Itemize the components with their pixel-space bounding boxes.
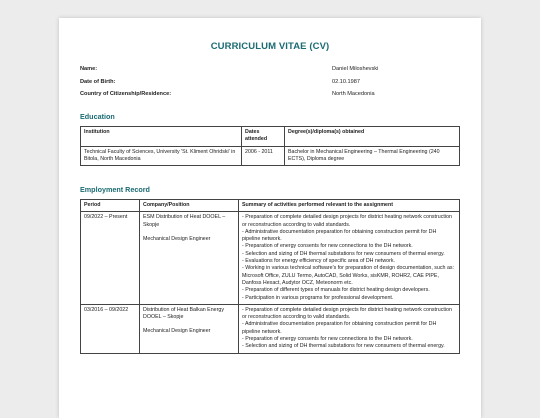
- info-row-country: [80, 91, 480, 99]
- company-name: ESM Distribution of Heat DOOEL – Skopje: [143, 214, 226, 228]
- column-header: Dates attended: [242, 127, 285, 147]
- activities-cell: [239, 304, 460, 353]
- info-value: Daniel Miloshevski: [332, 66, 379, 72]
- activity-item: - Participation in various programs for professional development.: [242, 294, 394, 301]
- company-cell: [140, 212, 239, 305]
- table-cell: Bachelor in Mechanical Engineering – Thermal Engineering (240 ECTS), Diploma degree: [285, 146, 460, 166]
- period-cell: 03/2016 – 09/2022: [81, 304, 140, 353]
- cv-page: [59, 18, 481, 418]
- column-header: Summary of activities performed relevant to the assignment: [239, 200, 460, 212]
- activity-item: - Evaluations for energy efficiency of specific area of DH network.: [242, 258, 395, 265]
- employment-heading: Employment Record: [80, 185, 150, 194]
- table-row: [81, 146, 460, 166]
- table-row: [81, 212, 460, 305]
- education-heading: Education: [80, 112, 115, 121]
- activity-item: - Administrative documentation preparation for obtaining construction permit for DH pipeline network.: [242, 228, 437, 243]
- activity-item: - Preparation of energy consents for new connections to the DH network.: [242, 243, 413, 250]
- table-row: [81, 304, 460, 353]
- activity-item: - Selection and sizing of DH thermal substations for new consumers of thermal energy.: [242, 343, 445, 350]
- company-name: Distribution of Heat Balkan Energy DOOEL – Skopje: [143, 306, 224, 321]
- employment-table: [80, 199, 460, 354]
- period-cell: 09/2022 – Present: [81, 212, 140, 305]
- activity-item: - Selection and sizing of DH thermal substations for new consumers of thermal energy.: [242, 250, 445, 257]
- activity-item: - Preparation of complete detailed design projects for district heating network construction or reconstruction according to valid standards.: [242, 306, 452, 321]
- info-value: North Macedonia: [332, 91, 375, 97]
- activity-item: - Preparation of energy consents for new connections to the DH network.: [242, 336, 413, 343]
- education-table: [80, 126, 460, 166]
- table-header-row: [81, 127, 460, 147]
- activity-item: - Administrative documentation preparation for obtaining construction permit for DH pipeline network.: [242, 321, 437, 335]
- company-cell: [140, 304, 239, 353]
- activity-item: - Preparation of complete detailed design projects for district heating network construction or reconstruction according to valid standards.: [242, 214, 452, 228]
- table-cell: Technical Faculty of Sciences, University 'St. Kliment Ohridski' in Bitola, North Macedonia: [81, 146, 242, 166]
- info-label: Name:: [80, 66, 98, 72]
- activity-item: - Preparation of different types of manuals for district heating design developers.: [242, 287, 430, 294]
- activity-item: - Working in various technical software's for preparation of design documentation, such as: Microsoft Office, ZULU Termo, AutoCAD, Solid Works, sisKMR, ROHR2, CAE PIPE, Danfoss Hexact, Audytor OCZ, Meteonorm etc.: [242, 265, 455, 286]
- document-title: CURRICULUM VITAE (CV): [210, 41, 330, 52]
- info-row-dob: [80, 79, 480, 87]
- info-value: 02.10.1987: [332, 79, 360, 85]
- position-name: Mechanical Design Engineer: [143, 328, 211, 335]
- info-row-name: [80, 66, 480, 74]
- column-header: Company/Position: [140, 200, 239, 212]
- column-header: Institution: [81, 127, 242, 147]
- table-cell: 2006 - 2011: [242, 146, 285, 166]
- column-header: Period: [81, 200, 140, 212]
- position-name: Mechanical Design Engineer: [143, 235, 211, 242]
- table-header-row: [81, 200, 460, 212]
- info-label: Country of Citizenship/Residence:: [80, 91, 172, 97]
- column-header: Degree(s)/diploma(s) obtained: [285, 127, 460, 147]
- info-label: Date of Birth:: [80, 79, 116, 85]
- activities-cell: [239, 212, 460, 305]
